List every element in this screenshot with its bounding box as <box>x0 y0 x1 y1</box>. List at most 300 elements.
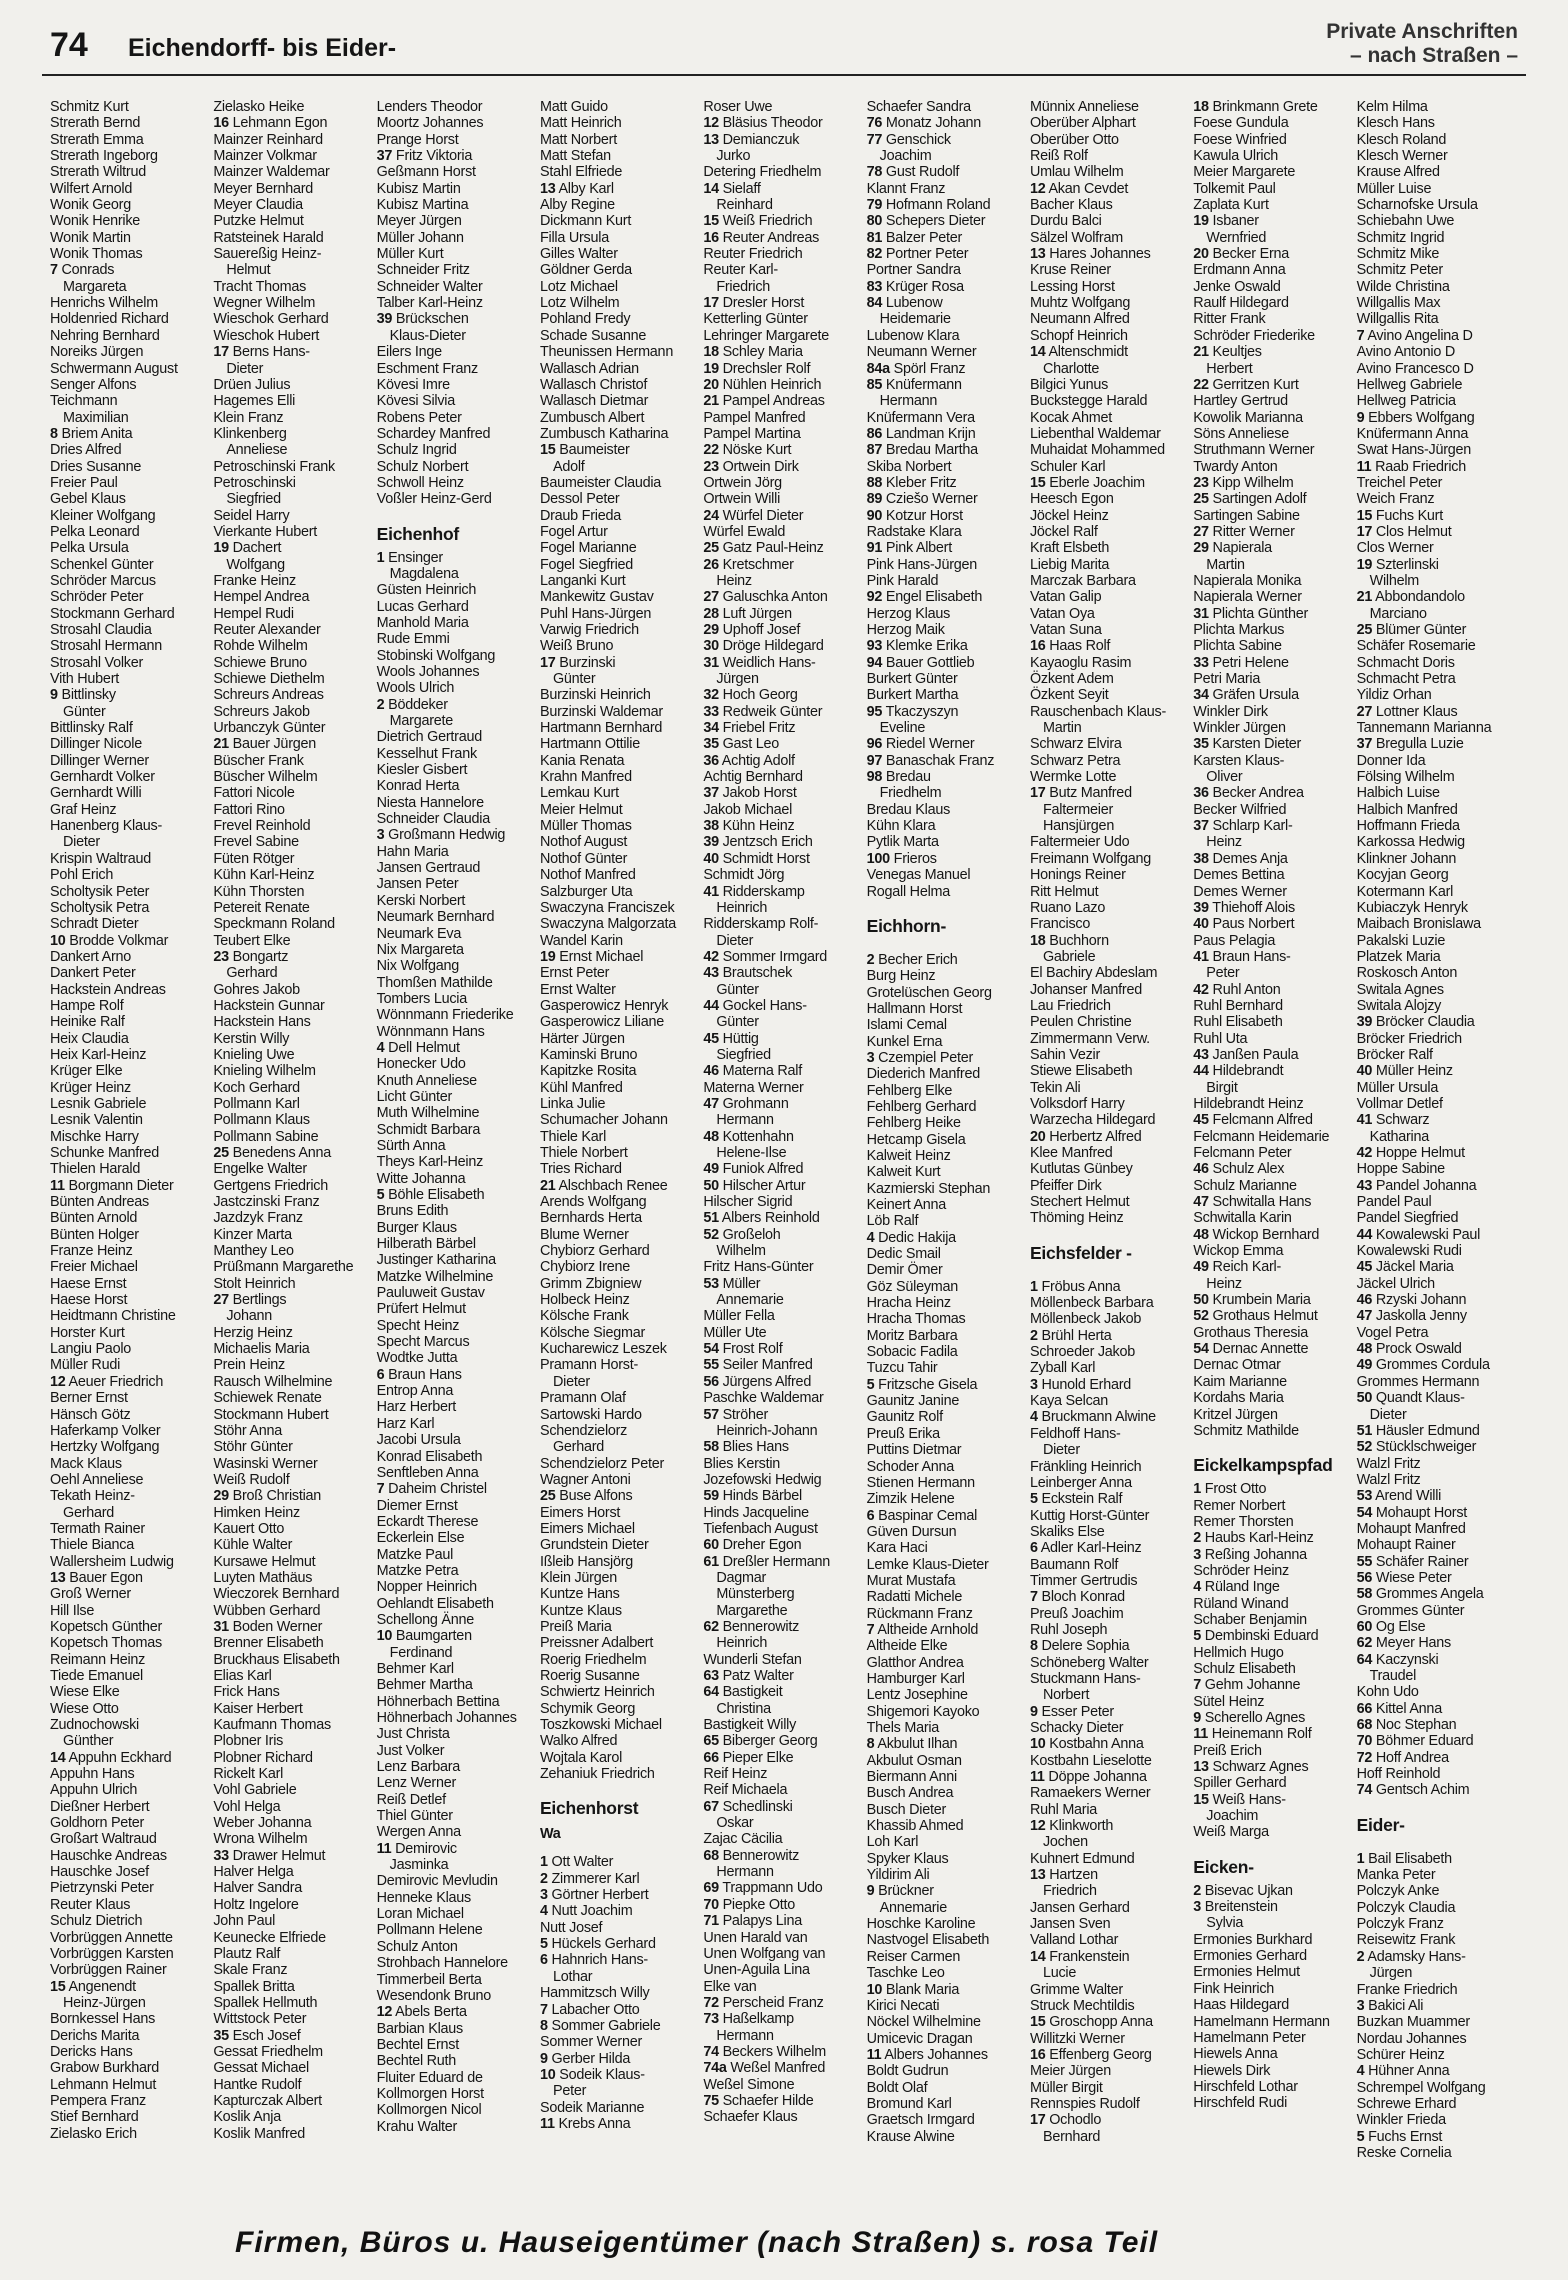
directory-entry: Buzkan Muammer <box>1356 2014 1470 2031</box>
directory-entry: Mischke Harry <box>50 1128 139 1145</box>
directory-entry: Dieter <box>1042 1442 1080 1459</box>
directory-entry: Härter Jürgen <box>539 1030 625 1047</box>
directory-entry: Nehring Bernhard <box>50 327 160 344</box>
directory-entry: Polczyk Franz <box>1356 1916 1444 1933</box>
directory-entry: Bilgici Yunus <box>1029 376 1109 393</box>
directory-entry: Theunissen Hermann <box>539 344 674 361</box>
directory-entry: 13 Hares Johannes <box>1029 246 1151 263</box>
directory-entry: Eimers Michael <box>539 1520 635 1537</box>
directory-entry: Annemarie <box>879 1899 947 1916</box>
spacer <box>867 900 1030 910</box>
header-rule <box>42 74 1526 76</box>
directory-entry: 14 Sielaff <box>703 180 761 197</box>
directory-entry: 79 Hofmann Roland <box>866 197 991 214</box>
directory-entry: 16 Effenberg Georg <box>1029 2046 1152 2063</box>
directory-entry: 87 Bredau Martha <box>866 442 978 459</box>
directory-entry: Schenkel Günter <box>50 556 154 573</box>
directory-entry: Fogel Siegfried <box>539 556 634 573</box>
directory-entry: Kövesi Imre <box>376 376 450 393</box>
directory-entry: Weßel Simone <box>703 2076 795 2093</box>
directory-entry: 91 Pink Albert <box>866 540 952 557</box>
directory-entry: Pakalski Luzie <box>1356 932 1446 949</box>
directory-entry: Spiller Gerhard <box>1193 1775 1287 1792</box>
directory-entry: Eckardt Therese <box>376 1513 479 1530</box>
page-range: Eichendorff- bis Eider- <box>128 34 397 62</box>
directory-entry: 81 Balzer Peter <box>866 229 963 246</box>
directory-entry: Kapturczak Albert <box>213 2092 322 2109</box>
directory-entry: Zimzik Helene <box>866 1491 955 1508</box>
directory-entry: 86 Landman Krijn <box>866 425 976 442</box>
directory-entry: Behmer Martha <box>376 1677 473 1694</box>
directory-entry: Demes Werner <box>1193 883 1287 900</box>
directory-entry: Achtig Bernhard <box>703 769 803 786</box>
directory-entry: Schoder Anna <box>866 1458 955 1475</box>
directory-entry: Vorbrüggen Karsten <box>50 1945 174 1962</box>
directory-entry: Spyker Klaus <box>866 1850 949 1867</box>
directory-entry: 53 Müller <box>703 1275 761 1292</box>
directory-entry: 19 Drechsler Rolf <box>703 360 811 377</box>
directory-entry: Wilfert Arnold <box>50 180 133 197</box>
directory-entry: Muth Wilhelmine <box>376 1105 480 1122</box>
directory-entry: Pytlik Marta <box>866 834 939 851</box>
directory-entry: Rüland Winand <box>1193 1595 1289 1612</box>
directory-entry: Thiele Bianca <box>50 1537 134 1554</box>
directory-entry: 3 Breitenstein <box>1193 1899 1278 1916</box>
directory-entry: Manthey Leo <box>213 1243 294 1260</box>
directory-entry: Erdmann Anna <box>1193 262 1286 279</box>
directory-entry: Reuter Friedrich <box>703 246 803 263</box>
directory-entry: Sälzel Wolfram <box>1029 229 1123 246</box>
directory-entry: Schumacher Johann <box>539 1112 668 1129</box>
directory-entry: Herzog Klaus <box>866 605 951 622</box>
directory-entry: Hirschfeld Rudi <box>1193 2095 1288 2112</box>
directory-entry: 21 Keultjes <box>1193 344 1262 361</box>
directory-entry: Helene-Ilse <box>716 1145 787 1161</box>
directory-entry: Holtz Ingelore <box>213 1896 299 1913</box>
directory-entry: Wilhelm <box>716 1243 766 1260</box>
spacer <box>1193 1439 1356 1449</box>
directory-entry: Franze Heinz <box>50 1243 133 1260</box>
directory-entry: 30 Dröge Hildegard <box>703 638 824 655</box>
directory-entry: Becker Wilfried <box>1193 801 1287 818</box>
directory-entry: 15 Eberle Joachim <box>1029 474 1145 491</box>
directory-entry: 12 Klinkworth <box>1029 1818 1114 1835</box>
directory-entry: 10 Sodeik Klaus- <box>539 2066 645 2083</box>
directory-entry: Klannt Franz <box>866 180 946 197</box>
directory-entry: 35 Esch Josef <box>213 2027 301 2044</box>
directory-entry: Wübben Gerhard <box>213 1602 321 1619</box>
directory-entry: 47 Grohmann <box>703 1095 789 1112</box>
directory-entry: Neumann Werner <box>866 344 977 361</box>
directory-entry: Altheide Elke <box>866 1638 948 1655</box>
directory-entry: 60 Og Else <box>1356 1618 1426 1635</box>
section-title-line-2: – nach Straßen – <box>1349 44 1518 67</box>
directory-entry: Wonik Georg <box>50 197 131 214</box>
directory-entry: Eilers Inge <box>376 344 442 361</box>
directory-entry: Jochen <box>1042 1834 1088 1851</box>
directory-entry: Schiewe Diethelm <box>213 671 325 688</box>
directory-entry: Loh Karl <box>866 1834 919 1851</box>
directory-entry: Dillinger Werner <box>50 752 149 769</box>
directory-entry: Charlotte <box>1042 360 1100 377</box>
directory-entry: 1 Ott Walter <box>539 1854 614 1871</box>
directory-entry: Stolt Heinrich <box>213 1275 296 1292</box>
directory-entry: Langanki Kurt <box>539 572 626 589</box>
directory-entry: Haese Horst <box>50 1292 128 1309</box>
directory-entry: Volksdorf Harry <box>1029 1095 1125 1112</box>
directory-entry: Hansjürgen <box>1042 818 1115 835</box>
directory-entry: 16 Lehmann Egon <box>213 115 328 132</box>
directory-entry: Kalweit Heinz <box>866 1147 951 1164</box>
directory-entry: Umicevic Dragan <box>866 2030 973 2047</box>
directory-entry: 37 Schlarp Karl- <box>1193 818 1293 835</box>
directory-entry: Peter <box>552 2083 587 2100</box>
directory-entry: Margareta <box>63 278 127 295</box>
directory-entry: Günter <box>716 1014 759 1031</box>
directory-entry: Lemke Klaus-Dieter <box>866 1556 989 1573</box>
directory-entry: 54 Dernac Annette <box>1193 1341 1309 1358</box>
directory-entry: Akbulut Osman <box>866 1752 962 1769</box>
directory-entry: Kucharewicz Leszek <box>539 1341 667 1358</box>
directory-entry: Klesch Hans <box>1356 115 1435 132</box>
directory-entry: Engelke Walter <box>213 1161 307 1178</box>
directory-entry: Schaefer Sandra <box>866 99 971 115</box>
directory-entry: Lenz Werner <box>376 1775 457 1792</box>
directory-entry: Schröder Peter <box>50 589 144 606</box>
directory-entry: Neumark Bernhard <box>376 909 495 926</box>
directory-entry: Maximilian <box>63 409 129 426</box>
directory-entry: Krahn Manfred <box>539 769 632 786</box>
directory-entry: 68 Noc Stephan <box>1356 1717 1457 1734</box>
directory-entry: Napierala Monika <box>1193 572 1302 589</box>
directory-entry: 24 Würfel Dieter <box>703 507 804 524</box>
directory-entry: Tiefenbach August <box>703 1520 818 1537</box>
directory-entry: Burger Klaus <box>376 1219 457 1236</box>
directory-entry: Brenner Elisabeth <box>213 1635 324 1652</box>
directory-entry: Schreurs Andreas <box>213 687 324 704</box>
directory-entry: Wodtke Jutta <box>376 1350 458 1367</box>
directory-entry: Meier Margarete <box>1193 164 1296 181</box>
directory-entry: 3 Czempiel Peter <box>866 1049 974 1066</box>
directory-entry: Elke van <box>703 1978 757 1995</box>
directory-entry: Kirici Necati <box>866 1997 940 2014</box>
directory-entry: Kowolik Marianna <box>1193 409 1303 426</box>
directory-entry: Hänsch Götz <box>50 1406 131 1423</box>
directory-entry: Tiede Emanuel <box>50 1668 144 1684</box>
directory-entry: Chybiorz Gerhard <box>539 1243 650 1260</box>
directory-entry: Norbert <box>1042 1687 1090 1704</box>
directory-entry: 25 Blümer Günter <box>1356 622 1467 638</box>
directory-entry: Prüfert Helmut <box>376 1301 466 1318</box>
directory-entry: Vorbrüggen Rainer <box>50 1962 167 1979</box>
directory-entry: 23 Bongartz <box>213 948 289 965</box>
directory-entry: Kerstin Willy <box>213 1030 290 1047</box>
directory-entry: Polczyk Claudia <box>1356 1899 1456 1916</box>
directory-entry: 8 Delere Sophia <box>1029 1638 1130 1655</box>
street-heading: Eickelkampspfad <box>1193 1455 1333 1476</box>
directory-entry: Eckerlein Else <box>376 1530 465 1547</box>
directory-entry: Struck Mechtildis <box>1029 1997 1135 2014</box>
directory-entry: Nordau Johannes <box>1356 2030 1467 2047</box>
directory-entry: Schmidt Jörg <box>703 867 785 884</box>
directory-entry: Knieling Wilhelm <box>213 1063 316 1080</box>
directory-entry: 74 Beckers Wilhelm <box>703 2043 826 2060</box>
directory-entry: Rausch Wilhelmine <box>213 1373 333 1390</box>
directory-entry: Gebel Klaus <box>50 491 126 508</box>
directory-entry: Schürer Heinz <box>1356 2046 1445 2063</box>
directory-entry: Reuter Karl- <box>703 262 778 279</box>
directory-entry: 2 Haubs Karl-Heinz <box>1193 1530 1314 1547</box>
directory-entry: 34 Friebel Fritz <box>703 720 796 737</box>
directory-entry: Rennspies Rudolf <box>1029 2095 1140 2112</box>
directory-entry: 22 Nöske Kurt <box>703 442 792 459</box>
directory-entry: Müller Fella <box>703 1308 775 1325</box>
directory-entry: Schneider Fritz <box>376 262 470 279</box>
directory-entry: Honings Reiner <box>1029 867 1126 884</box>
directory-entry: Graetsch Irmgard <box>866 2112 975 2129</box>
directory-entry: Wönnmann Hans <box>376 1023 485 1040</box>
directory-entry: 49 Grommes Cordula <box>1356 1357 1490 1374</box>
directory-entry: Grommes Hermann <box>1356 1373 1480 1390</box>
directory-entry: 26 Kretschmer <box>703 556 794 573</box>
directory-entry: Raulf Hildegard <box>1193 295 1289 312</box>
directory-entry: 9 Gerber Hilda <box>539 2050 631 2067</box>
directory-entry: Halver Sandra <box>213 1880 303 1897</box>
directory-entry: Horster Kurt <box>50 1324 125 1341</box>
directory-entry: 7 Altheide Arnhold <box>866 1621 979 1638</box>
directory-entry: Spallek Britta <box>213 1978 295 1995</box>
directory-entry: Pramann Horst- <box>539 1357 639 1374</box>
directory-entry: 12 Bläsius Theodor <box>703 115 823 132</box>
directory-entry: Petroschinski Frank <box>213 458 335 475</box>
directory-entry: Fränkling Heinrich <box>1029 1458 1142 1475</box>
directory-entry: Nix Margareta <box>376 941 464 958</box>
directory-entry: Tannemann Marianna <box>1356 720 1492 737</box>
directory-entry: 5 Böhle Elisabeth <box>376 1187 485 1203</box>
directory-entry: Nix Wolfgang <box>376 958 459 975</box>
directory-entry: Günter <box>552 671 596 688</box>
directory-entry: Wonik Martin <box>50 229 131 246</box>
directory-entry: Kazmierski Stephan <box>866 1180 991 1197</box>
directory-entry: Blume Werner <box>539 1226 629 1243</box>
directory-entry: 7 Labacher Otto <box>539 2001 640 2018</box>
directory-entry: Avino Francesco D <box>1356 360 1474 377</box>
directory-entry: 96 Riedel Werner <box>866 736 975 753</box>
directory-column <box>1356 99 1520 2161</box>
directory-entry: Dickmann Kurt <box>539 213 632 230</box>
directory-entry: Güsten Heinrich <box>376 582 477 599</box>
directory-entry: 49 Reich Karl- <box>1193 1259 1281 1276</box>
directory-entry: Reiß Detlef <box>376 1791 446 1808</box>
directory-entry: Haferkamp Volker <box>50 1422 161 1439</box>
directory-entry: Nutt Josef <box>539 1919 603 1936</box>
directory-entry: Pelka Leonard <box>50 523 140 540</box>
directory-entry: Sylvia <box>1206 1915 1244 1932</box>
directory-entry: 59 Hinds Bärbel <box>703 1488 802 1505</box>
directory-entry: Kordahs Maria <box>1193 1390 1284 1407</box>
directory-entry: 74a Weßel Manfred <box>703 2060 826 2077</box>
directory-entry: Schiewe Bruno <box>213 654 307 671</box>
directory-entry: Eimers Horst <box>539 1504 621 1521</box>
directory-entry: Adolf <box>552 458 585 475</box>
directory-entry: Salzburger Uta <box>539 883 633 900</box>
directory-entry: Groß Werner <box>50 1586 131 1603</box>
directory-column <box>1193 99 1356 2144</box>
directory-entry: Kaim Marianne <box>1193 1373 1287 1390</box>
directory-entry: Hartmann Ottilie <box>539 736 640 753</box>
directory-entry: Hahn Maria <box>376 843 449 860</box>
directory-entry: Talber Karl-Heinz <box>376 295 483 312</box>
directory-entry: Busch Dieter <box>866 1801 947 1818</box>
directory-entry: Gilles Walter <box>539 246 618 263</box>
directory-entry: Peulen Christine <box>1029 1014 1132 1031</box>
directory-entry: Günter <box>716 981 759 998</box>
directory-entry: 3 Hunold Erhard <box>1029 1376 1132 1393</box>
directory-entry: Hackstein Hans <box>213 1014 311 1031</box>
directory-entry: Preiß Maria <box>539 1618 612 1635</box>
directory-entry: Kayaoglu Rasim <box>1029 654 1132 671</box>
directory-entry: Sartowski Hardo <box>539 1406 642 1423</box>
directory-entry: Leinberger Anna <box>1029 1474 1132 1491</box>
directory-entry: 11 Demirovic <box>376 1840 457 1857</box>
directory-entry: Wasinski Werner <box>213 1455 318 1472</box>
directory-entry: Knuth Anneliese <box>376 1072 477 1089</box>
directory-entry: 12 Abels Berta <box>376 2004 467 2021</box>
directory-entry: Schopf Heinrich <box>1029 327 1128 344</box>
directory-entry: Lentz Josephine <box>866 1687 968 1704</box>
directory-entry: Heinz <box>1206 1275 1242 1292</box>
section-title <box>1326 20 1518 68</box>
directory-entry: Krause Alwine <box>866 2128 955 2145</box>
directory-entry: Löb Ralf <box>866 1213 919 1230</box>
directory-entry: Fogel Artur <box>539 523 608 540</box>
directory-entry: Walzl Fritz <box>1356 1471 1421 1488</box>
directory-entry: Schwarz Elvira <box>1029 736 1122 753</box>
directory-entry: Tracht Thomas <box>213 278 307 295</box>
directory-entry: Wergen Anna <box>376 1824 461 1841</box>
directory-entry: Manka Peter <box>1356 1867 1436 1884</box>
directory-entry: Jansen Gertraud <box>376 860 481 877</box>
directory-entry: 12 Akan Cevdet <box>1029 180 1129 197</box>
directory-entry: Wonik Henrike <box>50 213 141 230</box>
directory-entry: Wallasch Adrian <box>539 360 639 377</box>
directory-entry: 5 Dembinski Eduard <box>1193 1628 1319 1645</box>
directory-entry: Hoffmann Frieda <box>1356 818 1460 835</box>
directory-entry: Konrad Herta <box>376 778 460 795</box>
directory-entry: 4 Nutt Joachim <box>539 1903 633 1920</box>
spacer <box>867 942 1030 952</box>
directory-entry: Ortwein Willi <box>703 491 781 508</box>
directory-entry: Burg Heinz <box>866 968 936 985</box>
directory-entry: Hellmich Hugo <box>1193 1644 1284 1661</box>
directory-entry: 2 Brühl Herta <box>1029 1327 1112 1344</box>
directory-entry: Putzke Helmut <box>213 213 304 230</box>
directory-entry: Bünten Arnold <box>50 1210 138 1227</box>
directory-entry: Petroschinski <box>213 474 296 491</box>
directory-entry: Martin <box>1042 720 1082 737</box>
directory-entry: Mainzer Waldemar <box>213 164 330 181</box>
directory-entry: Müller Johann <box>376 229 464 246</box>
directory-entry: John Paul <box>213 1913 276 1930</box>
directory-entry: Schmitz Kurt <box>50 99 129 115</box>
directory-entry: Pollmann Karl <box>213 1095 300 1112</box>
directory-entry: 62 Meyer Hans <box>1356 1635 1451 1652</box>
directory-entry: Kruse Reiner <box>1029 262 1111 279</box>
directory-entry: Teichmann <box>50 393 118 410</box>
directory-entry: Preissner Adalbert <box>539 1635 654 1652</box>
directory-entry: Jürgen <box>1369 1965 1413 1982</box>
directory-entry: Hampe Rolf <box>50 997 124 1014</box>
directory-entry: Kaminski Bruno <box>539 1046 638 1063</box>
directory-entry: Dieter <box>1369 1406 1407 1423</box>
directory-entry: Noreiks Jürgen <box>50 344 144 361</box>
directory-entry: Puhl Hans-Jürgen <box>539 605 652 622</box>
directory-entry: 58 Grommes Angela <box>1356 1586 1484 1603</box>
directory-entry: Kuhnert Edmund <box>1029 1850 1135 1867</box>
directory-entry: Burzinski Heinrich <box>539 687 651 704</box>
directory-entry: 15 Angenendt <box>50 1978 136 1995</box>
directory-entry: 70 Piepke Otto <box>703 1896 796 1913</box>
directory-entry: Grundstein Dieter <box>539 1537 649 1554</box>
directory-entry: Hoppe Sabine <box>1356 1161 1445 1178</box>
directory-entry: 19 Isbaner <box>1193 213 1259 230</box>
directory-entry: Dankert Arno <box>50 948 131 965</box>
directory-entry: 8 Akbulut Ilhan <box>866 1736 958 1753</box>
directory-entry: Stöhr Anna <box>213 1422 283 1439</box>
directory-entry: Knieling Uwe <box>213 1046 295 1063</box>
directory-entry: Holbeck Heinz <box>539 1292 630 1309</box>
directory-entry: Pollmann Sabine <box>213 1128 319 1145</box>
directory-entry: Wallersheim Ludwig <box>50 1553 174 1570</box>
directory-column <box>867 99 1030 2144</box>
directory-entry: Reuter Alexander <box>213 622 321 638</box>
directory-entry: Puttins Dietmar <box>866 1442 962 1459</box>
directory-entry: Gabriele <box>1042 948 1096 965</box>
directory-entry: Jöckel Heinz <box>1029 507 1109 524</box>
directory-entry: Halbich Luise <box>1356 785 1440 802</box>
directory-entry: Kraft Elsbeth <box>1029 540 1110 557</box>
directory-entry: Kühn Klara <box>866 818 936 835</box>
directory-entry: Jansen Peter <box>376 876 459 893</box>
directory-entry: Vatan Galip <box>1029 589 1102 606</box>
directory-entry: Peter <box>1206 965 1240 982</box>
directory-entry: Gerhard <box>226 965 278 982</box>
directory-entry: Schulz Elisabeth <box>1193 1660 1296 1677</box>
directory-entry: Wieschok Gerhard <box>213 311 329 328</box>
directory-entry: Wools Ulrich <box>376 680 455 697</box>
directory-entry: Christina <box>716 1700 771 1717</box>
directory-entry: Birgit <box>1206 1079 1238 1096</box>
directory-entry: Plichta Markus <box>1193 622 1285 638</box>
directory-entry: Dietrich Gertraud <box>376 729 482 746</box>
directory-entry: Frevel Reinhold <box>213 818 311 835</box>
directory-entry: Strosahl Volker <box>50 654 144 671</box>
directory-entry: Sürth Anna <box>376 1137 446 1154</box>
directory-entry: 9 Scherello Agnes <box>1193 1710 1306 1726</box>
directory-entry: 15 Weiß Friedrich <box>703 213 813 230</box>
directory-entry: 46 Materna Ralf <box>703 1063 802 1080</box>
directory-entry: Jakob Michael <box>703 801 793 818</box>
directory-entry: Klein Franz <box>213 409 284 426</box>
directory-entry: 69 Trappmann Udo <box>703 1880 823 1897</box>
directory-entry: Fölsing Wilhelm <box>1356 769 1455 786</box>
directory-entry: 39 Thiehoff Alois <box>1193 899 1295 916</box>
directory-entry: Knüfermann Anna <box>1356 425 1469 442</box>
directory-entry: Kleiner Wolfgang <box>50 507 156 524</box>
directory-entry: Plobner Richard <box>213 1749 313 1766</box>
directory-entry: Dieter <box>63 834 100 851</box>
directory-entry: Schendzielorz Peter <box>539 1455 665 1472</box>
